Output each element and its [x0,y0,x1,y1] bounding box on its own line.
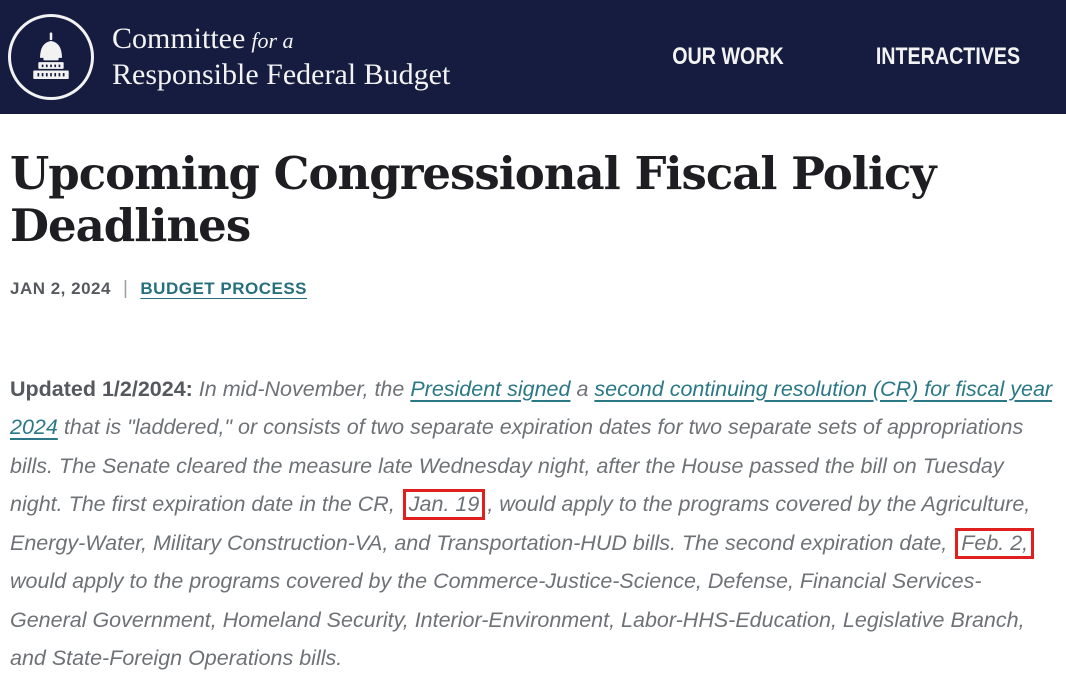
article-text: In mid-November, the [198,376,411,401]
article-date: JAN 2, 2024 [10,278,111,298]
article-content [0,148,1066,678]
article-meta [10,278,1054,300]
nav-item-interactives[interactable]: INTERACTIVES [875,43,1021,70]
category-link[interactable]: BUDGET PROCESS [140,278,308,298]
article-link[interactable]: President signed [410,376,571,401]
article-text: would apply to the programs covered by the Commerce-Justice-Science, Defense, Financial Services-General Government, Homeland Security, Interior-Environment, Labor-HHS-Education, Legislative Branch, and State-Foreign Operations bills. [10,569,1025,670]
article-text: , would apply to the programs covered by the Agriculture, Energy-Water, Military Construction-VA, and Transportation-HUD bills. The second expiration date, [10,492,1031,555]
logo-line2: Responsible Federal Budget [112,58,451,91]
logo-text [112,21,450,93]
article-text: that is "laddered," or consists of two separate expiration dates for two separate sets of appropriations bills. The Senate cleared the measure late Wednesday night, after the House passed the bill on Tuesday night. The first expiration date in the CR, [10,415,1024,516]
date-highlight-box: Jan. 19 [403,489,486,520]
logo-line1: Committee [112,22,246,55]
meta-divider: | [122,277,129,299]
updated-label: Updated 1/2/2024: [10,376,199,401]
date-highlight-box: Feb. 2, [955,528,1034,559]
main-nav [660,43,1036,71]
page-title: Upcoming Congressional Fiscal Policy Deadlines [10,147,936,252]
capitol-logo-icon [8,14,94,100]
site-header [0,0,1066,114]
article-text: a [570,376,595,401]
article-body [10,370,1054,678]
logo[interactable] [8,14,450,100]
article-link[interactable]: second continuing resolution (CR) for fiscal year 2024 [10,376,1053,439]
nav-item-our-work[interactable]: OUR WORK [672,43,784,70]
logo-line1-suffix: for a [251,28,294,53]
